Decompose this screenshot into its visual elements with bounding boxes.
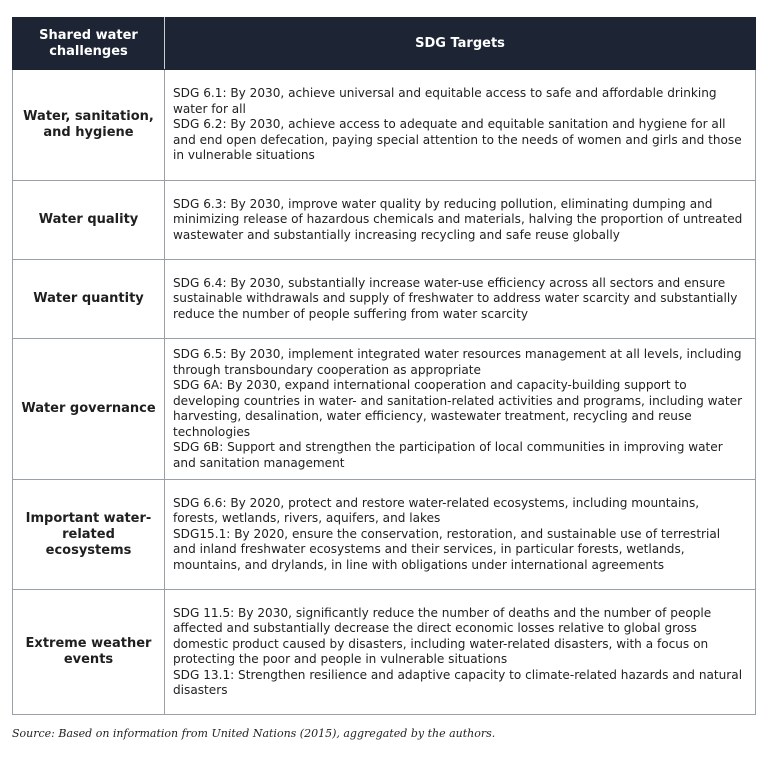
target-text: SDG 6.5: By 2030, implement integrated water resources management at all levels, including through transboundary cooperation as appropriate <box>173 347 742 377</box>
table-row <box>13 260 756 339</box>
header-shared-water-challenges: Shared water challenges <box>13 18 165 70</box>
table-header-row <box>13 18 756 70</box>
targets-cell <box>165 339 756 480</box>
target-text: SDG 6.4: By 2030, substantially increase water-use efficiency across all sectors and ensure sustainable withdrawals and supply of freshwater to address water scarcity and substantially reduce the number of people suffering from water scarcity <box>173 275 738 321</box>
table-row <box>13 480 756 590</box>
targets-cell <box>165 260 756 339</box>
target-text: SDG 6A: By 2030, expand international cooperation and capacity-building support to developing countries in water- and sanitation-related activities and programs, including water harvesting, desalination, water efficiency, wastewater treatment, recycling and reuse technologies <box>173 378 743 439</box>
challenge-cell: Water, sanitation, and hygiene <box>13 70 165 181</box>
target-text: SDG 6.3: By 2030, improve water quality by reducing pollution, eliminating dumping and minimizing release of hazardous chemicals and materials, halving the proportion of untreated wastewater and substantially increasing recycling and safe reuse globally <box>173 196 743 242</box>
sdg-targets-table <box>12 17 756 715</box>
challenge-cell: Important water-related ecosystems <box>13 480 165 590</box>
header-sdg-targets: SDG Targets <box>165 18 756 70</box>
targets-cell <box>165 181 756 260</box>
target-text: SDG 6.6: By 2020, protect and restore water-related ecosystems, including mountains, forests, wetlands, rivers, aquifers, and lakes <box>173 495 700 526</box>
table-row <box>13 339 756 480</box>
challenge-cell: Extreme weather events <box>13 590 165 715</box>
target-text: SDG15.1: By 2020, ensure the conservation, restoration, and sustainable use of terrestrial and inland freshwater ecosystems and their services, in particular forests, wetlands, mountains, and drylands, in line with obligations under international agreements <box>173 526 721 572</box>
target-text: SDG 11.5: By 2030, significantly reduce the number of deaths and the number of people affected and substantially decrease the direct economic losses relative to global gross domestic product caused by disasters, including water-related disasters, with a focus on protecting the poor and people in vulnerable situations <box>173 605 712 666</box>
target-text: SDG 6B: Support and strengthen the participation of local communities in improving water and sanitation management <box>173 440 723 470</box>
targets-cell <box>165 70 756 181</box>
target-text: SDG 13.1: Strengthen resilience and adaptive capacity to climate-related hazards and natural disasters <box>173 667 743 697</box>
challenge-cell: Water quality <box>13 181 165 260</box>
challenge-cell: Water governance <box>13 339 165 480</box>
target-text: SDG 6.1: By 2030, achieve universal and equitable access to safe and affordable drinking water for all <box>173 86 717 116</box>
source-caption: Source: Based on information from United Nations (2015), aggregated by the authors. <box>12 727 496 740</box>
target-text: SDG 6.2: By 2030, achieve access to adequate and equitable sanitation and hygiene for all and end open defecation, paying special attention to the needs of women and girls and those in vulnerable situations <box>173 117 742 163</box>
challenge-cell: Water quantity <box>13 260 165 339</box>
table-row <box>13 181 756 260</box>
table-row <box>13 70 756 181</box>
table-row <box>13 590 756 715</box>
targets-cell <box>165 590 756 715</box>
targets-cell <box>165 480 756 590</box>
